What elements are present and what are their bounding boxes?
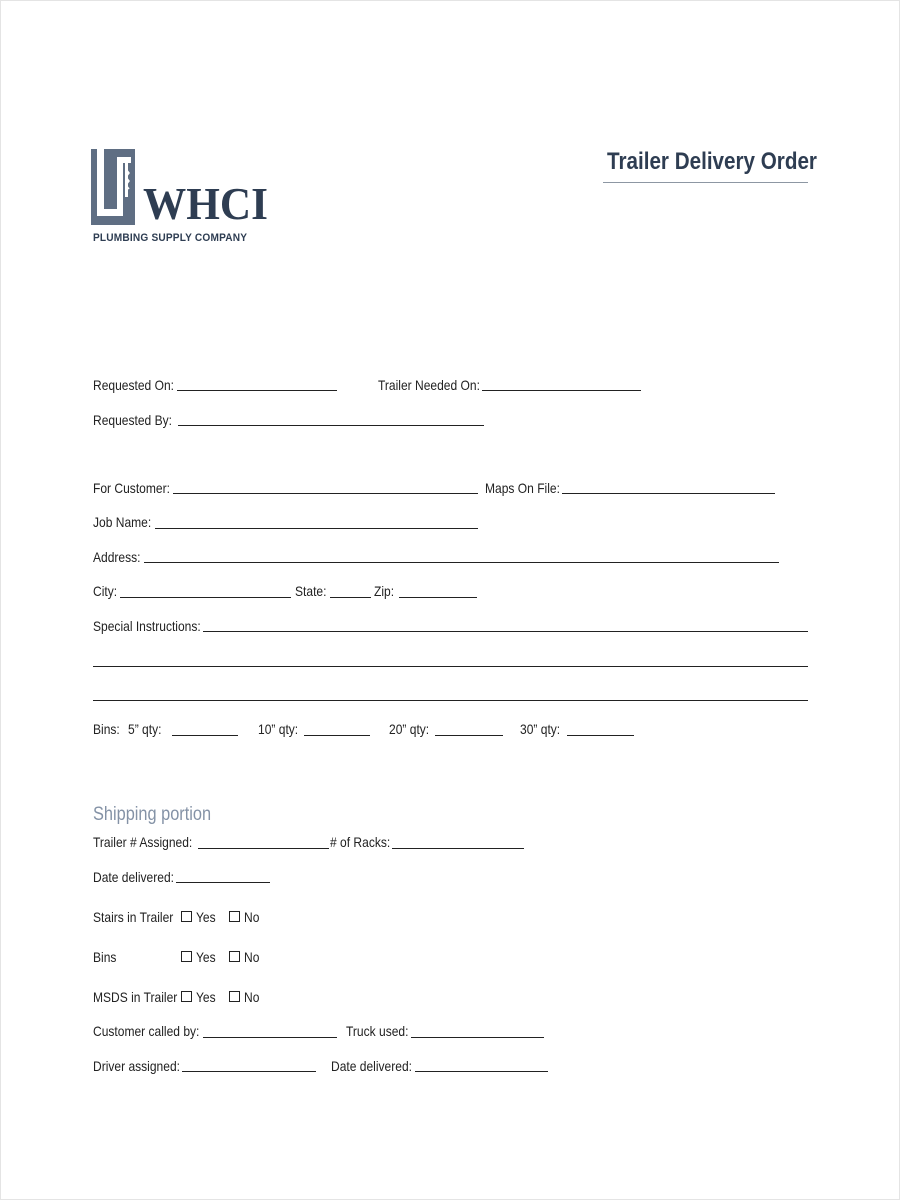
msds-label: MSDS in Trailer: [93, 989, 178, 1005]
bins-5-qty-label: 5” qty:: [128, 721, 162, 737]
requested-on-field[interactable]: [177, 390, 337, 391]
trailer-assigned-field[interactable]: [198, 848, 329, 849]
stairs-label: Stairs in Trailer: [93, 909, 174, 925]
requested-by-field[interactable]: [178, 425, 484, 426]
stairs-no-checkbox[interactable]: [229, 911, 240, 922]
for-customer-field[interactable]: [173, 493, 478, 494]
job-name-field[interactable]: [155, 528, 478, 529]
trailer-needed-on-field[interactable]: [482, 390, 641, 391]
truck-used-label: Truck used:: [346, 1023, 409, 1039]
msds-yes-checkbox[interactable]: [181, 991, 192, 1002]
customer-called-by-field[interactable]: [203, 1037, 337, 1038]
bins-yes-label: Yes: [196, 949, 216, 965]
bins-10-qty-field[interactable]: [304, 735, 370, 736]
customer-called-by-label: Customer called by:: [93, 1023, 200, 1039]
for-customer-label: For Customer:: [93, 480, 170, 496]
shipping-portion-heading: Shipping portion: [93, 804, 212, 825]
page-title: Trailer Delivery Order: [607, 148, 817, 175]
state-label: State:: [295, 583, 327, 599]
special-instructions-label: Special Instructions:: [93, 618, 201, 634]
bins-20-qty-label: 20” qty:: [389, 721, 430, 737]
bins-yes-checkbox[interactable]: [181, 951, 192, 962]
bins-no-checkbox[interactable]: [229, 951, 240, 962]
truck-used-field[interactable]: [411, 1037, 544, 1038]
bins-no-label: No: [244, 949, 260, 965]
city-label: City:: [93, 583, 118, 599]
bins-30-qty-field[interactable]: [567, 735, 634, 736]
msds-no-label: No: [244, 989, 260, 1005]
zip-label: Zip:: [374, 583, 395, 599]
title-underline: [603, 182, 808, 183]
trailer-assigned-label: Trailer # Assigned:: [93, 834, 193, 850]
special-instructions-line-3[interactable]: [93, 700, 808, 701]
stairs-no-label: No: [244, 909, 260, 925]
date-delivered-field[interactable]: [176, 882, 270, 883]
job-name-label: Job Name:: [93, 514, 152, 530]
date-delivered-2-field[interactable]: [415, 1071, 548, 1072]
msds-yes-label: Yes: [196, 989, 216, 1005]
special-instructions-field[interactable]: [203, 631, 808, 632]
bins-20-qty-field[interactable]: [435, 735, 503, 736]
stairs-yes-checkbox[interactable]: [181, 911, 192, 922]
racks-field[interactable]: [392, 848, 524, 849]
msds-no-checkbox[interactable]: [229, 991, 240, 1002]
trailer-needed-on-label: Trailer Needed On:: [378, 377, 480, 393]
logo-tagline: PLUMBING SUPPLY COMPANY: [93, 232, 248, 244]
pipe-logo-icon: [91, 147, 137, 227]
bins-5-qty-field[interactable]: [172, 735, 238, 736]
date-delivered-label: Date delivered:: [93, 869, 174, 885]
bins-yesno-label: Bins: [93, 949, 117, 965]
date-delivered-2-label: Date delivered:: [331, 1058, 412, 1074]
racks-label: # of Racks:: [330, 834, 391, 850]
requested-on-label: Requested On:: [93, 377, 174, 393]
address-field[interactable]: [144, 562, 779, 563]
requested-by-label: Requested By:: [93, 412, 172, 428]
special-instructions-line-2[interactable]: [93, 666, 808, 667]
city-field[interactable]: [120, 597, 291, 598]
zip-field[interactable]: [399, 597, 477, 598]
bins-label: Bins:: [93, 721, 120, 737]
bins-30-qty-label: 30” qty:: [520, 721, 561, 737]
state-field[interactable]: [330, 597, 371, 598]
stairs-yes-label: Yes: [196, 909, 216, 925]
maps-on-file-label: Maps On File:: [485, 480, 560, 496]
driver-assigned-label: Driver assigned:: [93, 1058, 180, 1074]
maps-on-file-field[interactable]: [562, 493, 775, 494]
address-label: Address:: [93, 549, 141, 565]
logo-wordmark: WHCI: [143, 178, 268, 229]
driver-assigned-field[interactable]: [182, 1071, 316, 1072]
bins-10-qty-label: 10” qty:: [258, 721, 299, 737]
